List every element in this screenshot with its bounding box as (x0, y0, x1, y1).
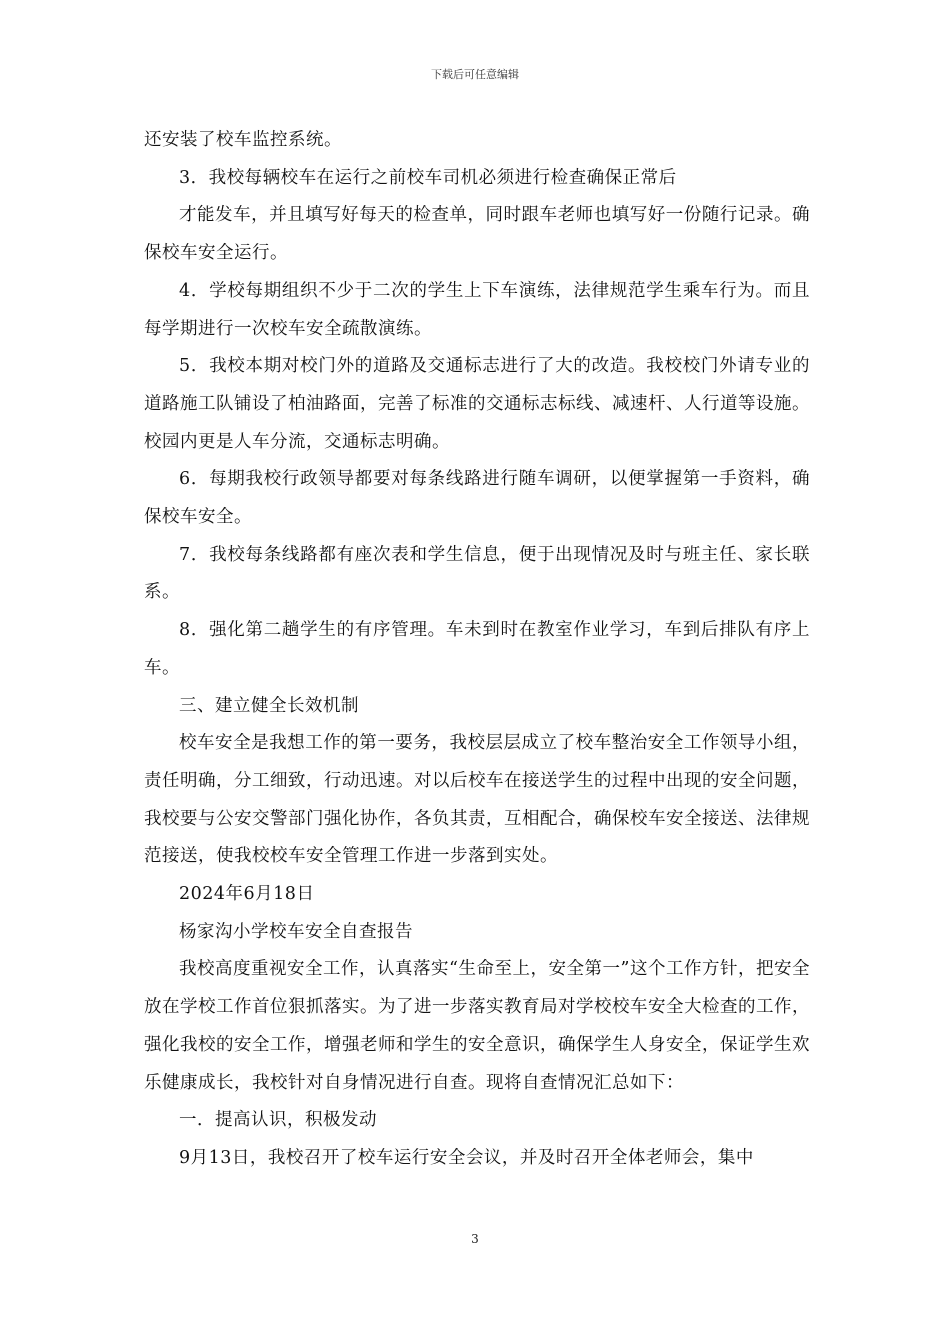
paragraph-item-6: 6．每期我校行政领导都要对每条线路进行随车调研，以便掌握第一手资料，确保校车安全。 (144, 469, 810, 528)
paragraph-continuation: 还安装了校车监控系统。 (144, 130, 342, 150)
document-date: 2024年6月18日 (179, 884, 315, 905)
document-body (144, 122, 810, 1178)
paragraph-item-5: 5．我校本期对校门外的道路及交通标志进行了大的改造。我校校门外请专业的道路施工队铺设了柏油路面，完善了标准的交通标志标线、减速杆、人行道等设施。校园内更是人车分流，交通标志明确。 (144, 356, 810, 452)
report-title: 杨家沟小学校车安全自查报告 (179, 921, 413, 942)
paragraph-item-3-continued: 才能发车，并且填写好每天的检查单，同时跟车老师也填写好一份随行记录。确保校车安全运行。 (144, 205, 810, 264)
paragraph-item-3: 3．我校每辆校车在运行之前校车司机必须进行检查确保正常后 (179, 167, 677, 188)
paragraph-report-intro: 我校高度重视安全工作，认真落实“生命至上，安全第一”这个工作方针，把安全放在学校工作首位狠抓落实。为了进一步落实教育局对学校校车安全大检查的工作，强化我校的安全工作，增强老师和学生的安全意识，确保学生人身安全，保证学生欢乐健康成长，我校针对自身情况进行自查。现将自查情况汇总如下： (144, 959, 810, 1093)
paragraph-long-term-mechanism: 校车安全是我想工作的第一要务，我校层层成立了校车整治安全工作领导小组，责任明确，分工细致，行动迅速。对以后校车在接送学生的过程中出现的安全问题，我校要与公安交警部门强化协作，各负其责，互相配合，确保校车安全接送、法律规范接送，使我校校车安全管理工作进一步落到实处。 (144, 733, 810, 867)
paragraph-item-8: 8．强化第二趟学生的有序管理。车未到时在教室作业学习，车到后排队有序上车。 (144, 620, 810, 678)
paragraph-meeting: 9月13日，我校召开了校车运行安全会议，并及时召开全体老师会，集中 (179, 1147, 754, 1168)
paragraph-item-7: 7．我校每条线路都有座次表和学生信息，便于出现情况及时与班主任、家长联系。 (144, 544, 810, 603)
section-heading-3: 三、建立健全长效机制 (179, 695, 359, 716)
paragraph-item-4: 4．学校每期组织不少于二次的学生上下车演练，法律规范学生乘车行为。而且每学期进行一次校车安全疏散演练。 (144, 280, 810, 339)
page-number: 3 (471, 1232, 479, 1246)
section-heading-1: 一．提高认识，积极发动 (179, 1110, 377, 1131)
page-header-note: 下载后可任意编辑 (431, 68, 519, 81)
